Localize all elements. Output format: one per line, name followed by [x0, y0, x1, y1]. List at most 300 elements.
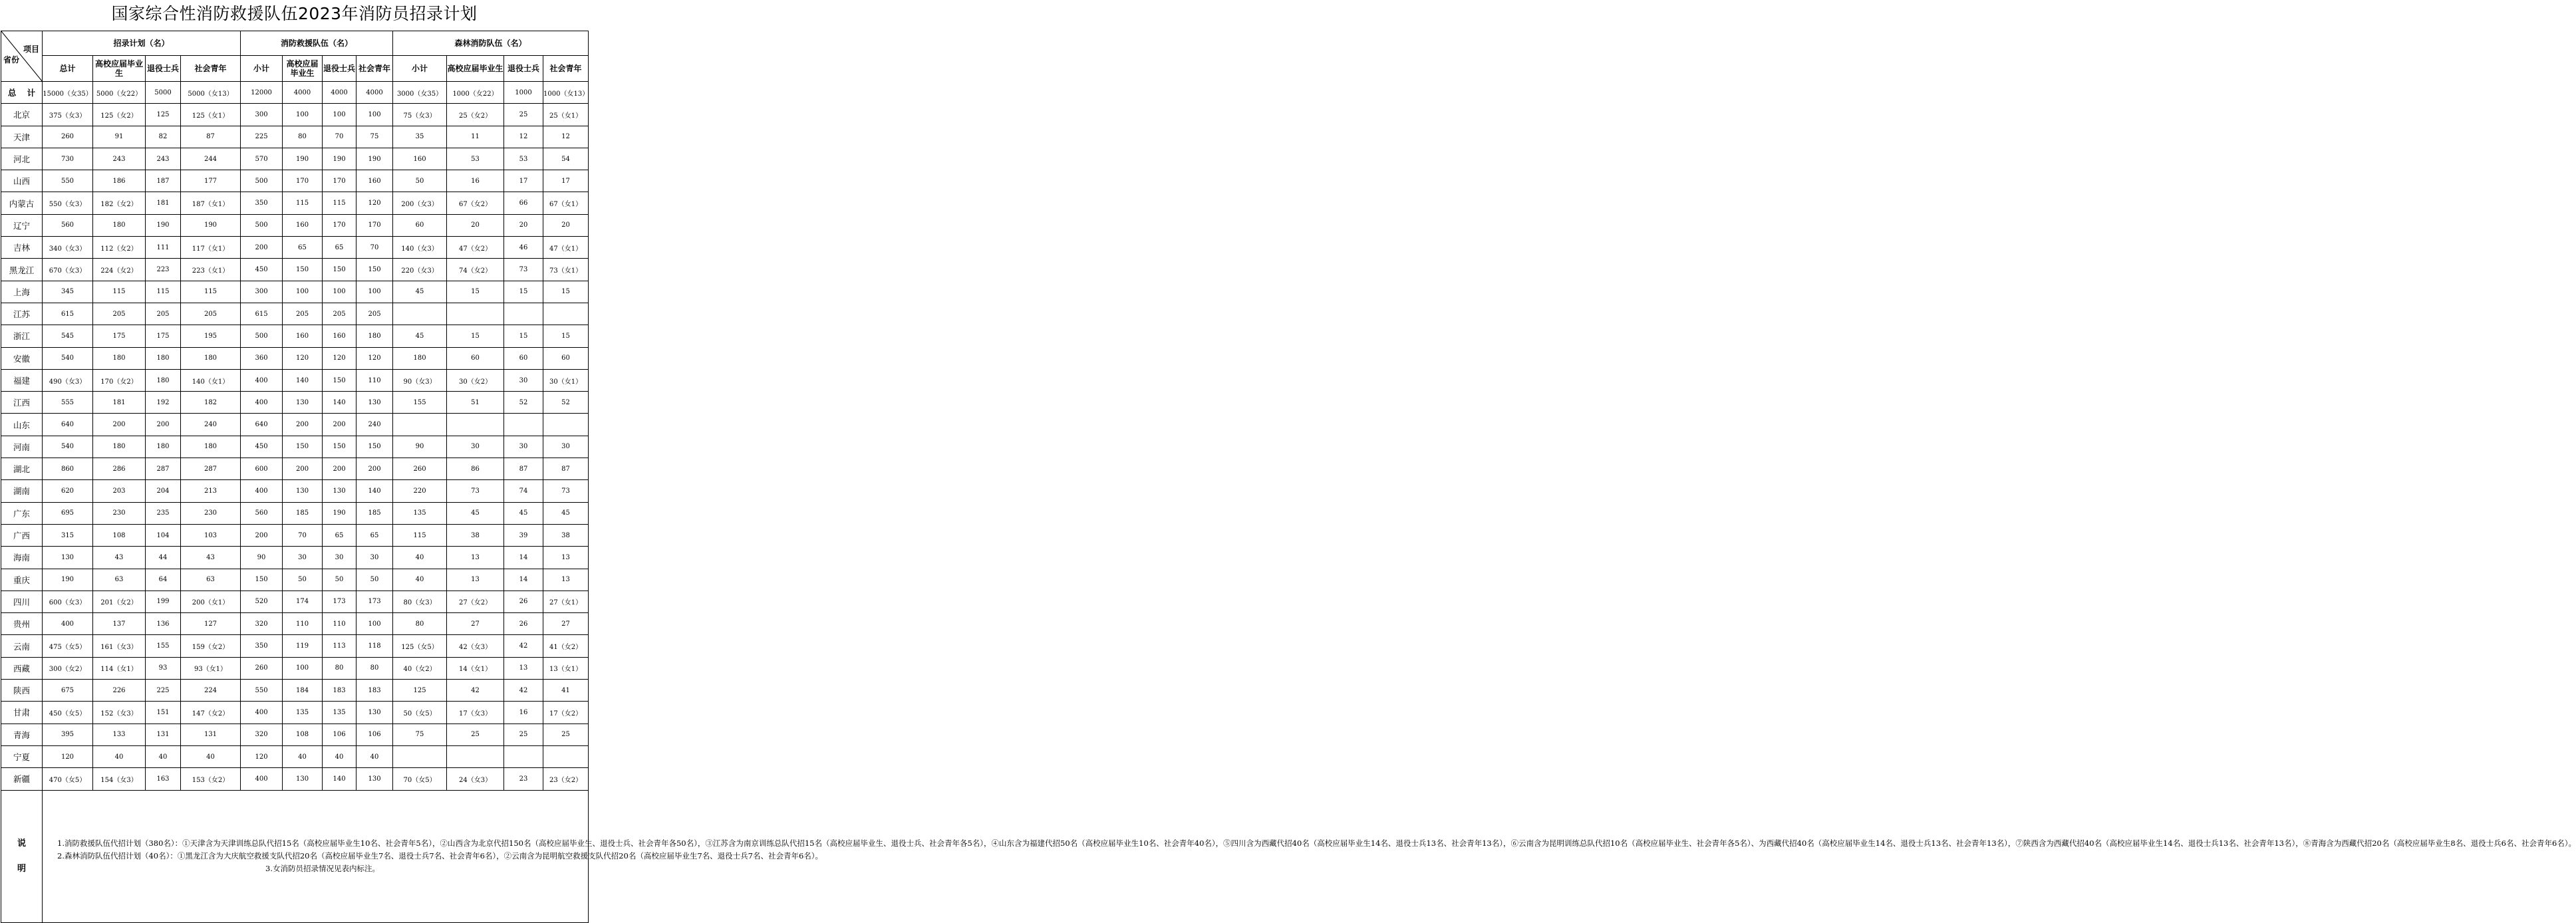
province-name: 江西	[1, 392, 43, 414]
table-cell: 175	[93, 325, 146, 347]
table-cell: 286	[93, 458, 146, 480]
table-cell: 60	[543, 347, 589, 369]
column-header-1: 总计	[43, 56, 93, 82]
table-cell: 40	[93, 745, 146, 767]
table-cell: 64	[146, 569, 181, 591]
table-cell: 173	[323, 591, 357, 612]
table-cell: 161（女3）	[93, 635, 146, 657]
corner-label-item: 项目	[23, 45, 39, 54]
table-cell: 17	[504, 170, 543, 192]
table-cell: 130	[323, 480, 357, 502]
table-cell: 53	[504, 148, 543, 170]
table-cell: 112（女2）	[93, 237, 146, 259]
table-cell: 80	[283, 126, 323, 148]
table-cell: 180	[181, 436, 241, 458]
table-cell: 27	[543, 613, 589, 635]
note-item-2: 2.森林消防队伍代招计划（40名）：①黑龙江含为大庆航空救援支队代招20名（高校应届毕业生7名、退役士兵7名、社会青年6名），②云南含为昆明航空救援支队代招20名（高校应届毕业生7名、退役士兵7名、社会青年6名）。	[57, 851, 823, 860]
table-row	[1, 613, 589, 635]
table-cell: 200	[323, 458, 357, 480]
table-row	[1, 458, 589, 480]
table-cell: 136	[146, 613, 181, 635]
table-cell: 170	[323, 170, 357, 192]
table-cell: 475（女5）	[43, 635, 93, 657]
table-cell: 27（女2）	[447, 591, 504, 612]
table-cell: 555	[43, 392, 93, 414]
table-cell	[504, 745, 543, 767]
table-cell: 150	[357, 436, 393, 458]
table-row	[1, 635, 589, 657]
column-header-3: 退役士兵	[146, 56, 181, 82]
table-cell: 570	[241, 148, 283, 170]
table-cell: 73	[543, 480, 589, 502]
province-name: 黑龙江	[1, 259, 43, 281]
table-cell: 159（女2）	[181, 635, 241, 657]
table-cell: 75（女3）	[393, 104, 447, 126]
table-cell: 360	[241, 347, 283, 369]
table-cell: 13	[504, 657, 543, 679]
table-cell: 244	[181, 148, 241, 170]
table-cell: 120	[323, 347, 357, 369]
table-cell: 73（女1）	[543, 259, 589, 281]
table-cell: 35	[393, 126, 447, 148]
table-cell: 450	[241, 436, 283, 458]
table-cell: 75	[357, 126, 393, 148]
table-cell: 160	[393, 148, 447, 170]
table-cell: 43	[181, 547, 241, 569]
table-cell: 16	[447, 170, 504, 192]
table-cell: 60	[504, 347, 543, 369]
table-cell: 100	[283, 657, 323, 679]
column-header-6: 高校应届毕业生	[283, 56, 323, 82]
table-cell: 50（女5）	[393, 702, 447, 724]
table-cell: 73	[504, 259, 543, 281]
table-cell: 40	[393, 569, 447, 591]
table-cell: 184	[283, 680, 323, 702]
table-cell: 103	[181, 524, 241, 546]
table-cell: 15	[447, 281, 504, 303]
table-cell: 100	[357, 281, 393, 303]
table-cell: 50	[283, 569, 323, 591]
table-row	[1, 281, 589, 303]
table-cell: 670（女3）	[43, 259, 93, 281]
table-cell: 550	[43, 170, 93, 192]
notes-label-char-1: 说	[17, 838, 26, 849]
table-cell: 38	[543, 524, 589, 546]
table-cell	[543, 303, 589, 325]
table-cell: 110	[283, 613, 323, 635]
table-cell: 82	[146, 126, 181, 148]
table-cell: 182（女2）	[93, 192, 146, 214]
table-cell: 86	[447, 458, 504, 480]
province-name: 广西	[1, 524, 43, 546]
province-name: 北京	[1, 104, 43, 126]
table-cell: 15	[504, 281, 543, 303]
table-cell: 40（女2）	[393, 657, 447, 679]
table-cell: 243	[93, 148, 146, 170]
table-cell: 42	[504, 635, 543, 657]
table-cell: 187	[146, 170, 181, 192]
table-cell: 120	[43, 745, 93, 767]
column-header-row	[1, 56, 589, 82]
table-cell: 400	[241, 480, 283, 502]
column-header-10: 高校应届毕业生	[447, 56, 504, 82]
table-cell: 192	[146, 392, 181, 414]
table-cell: 41	[543, 680, 589, 702]
table-cell: 4000	[283, 82, 323, 104]
province-name: 河北	[1, 148, 43, 170]
table-cell: 63	[181, 569, 241, 591]
table-cell: 190	[181, 214, 241, 236]
table-cell: 180	[93, 347, 146, 369]
table-cell: 190	[323, 148, 357, 170]
table-cell: 100	[283, 104, 323, 126]
table-cell: 182	[181, 392, 241, 414]
table-row	[1, 436, 589, 458]
table-cell: 12000	[241, 82, 283, 104]
table-cell: 240	[357, 414, 393, 436]
table-cell: 45	[393, 325, 447, 347]
table-cell: 100	[357, 613, 393, 635]
notes-label-char-2: 明	[17, 863, 26, 874]
table-cell: 54	[543, 148, 589, 170]
table-cell: 125	[146, 104, 181, 126]
table-cell: 40	[357, 745, 393, 767]
table-cell	[447, 303, 504, 325]
table-cell: 90	[241, 547, 283, 569]
table-cell: 130	[357, 768, 393, 790]
table-cell: 73	[447, 480, 504, 502]
table-cell: 180	[357, 325, 393, 347]
table-cell: 160	[357, 170, 393, 192]
table-cell: 205	[323, 303, 357, 325]
table-cell: 104	[146, 524, 181, 546]
table-cell	[543, 414, 589, 436]
table-row	[1, 325, 589, 347]
table-row	[1, 347, 589, 369]
table-cell: 173	[357, 591, 393, 612]
table-cell: 65	[283, 237, 323, 259]
table-cell: 120	[357, 347, 393, 369]
table-cell: 160	[323, 325, 357, 347]
table-cell: 150	[323, 436, 357, 458]
table-cell: 108	[283, 724, 323, 745]
table-cell: 50	[323, 569, 357, 591]
table-cell: 114（女1）	[93, 657, 146, 679]
table-cell: 45	[447, 502, 504, 524]
table-cell: 550	[241, 680, 283, 702]
table-cell: 320	[241, 724, 283, 745]
table-cell: 30	[357, 547, 393, 569]
table-cell: 160	[283, 325, 323, 347]
table-row	[1, 104, 589, 126]
table-cell: 150	[283, 436, 323, 458]
province-name: 内蒙古	[1, 192, 43, 214]
province-name: 西藏	[1, 657, 43, 679]
table-cell: 150	[357, 259, 393, 281]
table-cell: 375（女3）	[43, 104, 93, 126]
table-cell: 5000（女13）	[181, 82, 241, 104]
column-header-12: 社会青年	[543, 56, 589, 82]
table-cell: 205	[283, 303, 323, 325]
province-name: 上海	[1, 281, 43, 303]
province-name: 宁夏	[1, 745, 43, 767]
table-cell: 42	[447, 680, 504, 702]
table-cell: 130	[283, 480, 323, 502]
table-row	[1, 237, 589, 259]
table-cell: 640	[241, 414, 283, 436]
table-cell: 108	[93, 524, 146, 546]
table-cell: 26	[504, 613, 543, 635]
table-cell: 30	[504, 369, 543, 391]
table-row	[1, 524, 589, 546]
table-cell: 13	[543, 547, 589, 569]
table-cell: 65	[357, 524, 393, 546]
table-cell: 287	[146, 458, 181, 480]
table-cell: 540	[43, 347, 93, 369]
table-cell: 40	[283, 745, 323, 767]
table-cell: 490（女3）	[43, 369, 93, 391]
table-cell: 155	[146, 635, 181, 657]
table-cell: 180	[146, 347, 181, 369]
table-cell: 500	[241, 325, 283, 347]
table-cell: 125（女5）	[393, 635, 447, 657]
table-cell: 30	[323, 547, 357, 569]
table-row	[1, 480, 589, 502]
table-cell: 65	[323, 524, 357, 546]
table-cell: 3000（女35）	[393, 82, 447, 104]
table-cell: 200	[241, 237, 283, 259]
header-corner-cell	[1, 31, 43, 82]
table-cell: 70	[323, 126, 357, 148]
table-cell: 110	[357, 369, 393, 391]
table-cell: 615	[43, 303, 93, 325]
table-row	[1, 657, 589, 679]
table-cell	[393, 414, 447, 436]
table-cell: 180	[93, 214, 146, 236]
table-cell: 115	[323, 192, 357, 214]
table-cell: 5000	[146, 82, 181, 104]
table-cell: 38	[447, 524, 504, 546]
table-row	[1, 259, 589, 281]
table-cell: 39	[504, 524, 543, 546]
table-cell: 90（女3）	[393, 369, 447, 391]
table-cell: 13	[447, 569, 504, 591]
table-cell: 30	[504, 436, 543, 458]
province-name: 安徽	[1, 347, 43, 369]
table-cell: 230	[93, 502, 146, 524]
table-cell: 30（女1）	[543, 369, 589, 391]
table-row	[1, 214, 589, 236]
table-cell: 500	[241, 170, 283, 192]
table-cell: 4000	[323, 82, 357, 104]
table-cell: 80	[357, 657, 393, 679]
table-cell: 53	[447, 148, 504, 170]
column-header-8: 社会青年	[357, 56, 393, 82]
table-cell: 15	[447, 325, 504, 347]
table-cell: 200	[241, 524, 283, 546]
notes-content	[43, 790, 2576, 922]
table-cell: 14	[504, 547, 543, 569]
table-cell: 65	[323, 237, 357, 259]
table-cell: 170（女2）	[93, 369, 146, 391]
table-cell: 450	[241, 259, 283, 281]
province-name: 湖北	[1, 458, 43, 480]
table-cell: 200	[357, 458, 393, 480]
table-cell: 115	[146, 281, 181, 303]
table-row	[1, 702, 589, 724]
table-cell: 47（女2）	[447, 237, 504, 259]
table-cell: 200	[283, 414, 323, 436]
table-cell: 67（女1）	[543, 192, 589, 214]
table-cell: 23（女2）	[543, 768, 589, 790]
table-cell: 23	[504, 768, 543, 790]
table-cell: 93	[146, 657, 181, 679]
table-row	[1, 502, 589, 524]
table-cell: 560	[241, 502, 283, 524]
table-cell: 52	[504, 392, 543, 414]
table-cell: 150	[241, 569, 283, 591]
table-cell: 615	[241, 303, 283, 325]
table-cell: 200	[283, 458, 323, 480]
table-cell: 20	[447, 214, 504, 236]
table-cell: 1000	[504, 82, 543, 104]
table-cell: 45	[504, 502, 543, 524]
table-cell: 140	[323, 768, 357, 790]
table-row	[1, 369, 589, 391]
table-cell: 130	[357, 702, 393, 724]
column-header-2: 高校应届毕业生	[93, 56, 146, 82]
table-cell: 151	[146, 702, 181, 724]
table-cell: 260	[43, 126, 93, 148]
table-cell: 1000（女13）	[543, 82, 589, 104]
table-cell: 350	[241, 635, 283, 657]
table-cell: 87	[504, 458, 543, 480]
table-cell: 395	[43, 724, 93, 745]
table-cell: 70	[357, 237, 393, 259]
table-cell: 117（女1）	[181, 237, 241, 259]
table-cell: 205	[357, 303, 393, 325]
table-cell: 30	[283, 547, 323, 569]
table-cell: 119	[283, 635, 323, 657]
column-header-11: 退役士兵	[504, 56, 543, 82]
table-cell: 185	[357, 502, 393, 524]
table-cell: 91	[93, 126, 146, 148]
table-cell: 115	[93, 281, 146, 303]
table-cell: 180	[181, 347, 241, 369]
table-cell: 190	[357, 148, 393, 170]
table-cell: 30	[447, 436, 504, 458]
table-cell: 125（女1）	[181, 104, 241, 126]
table-row	[1, 724, 589, 745]
table-cell: 137	[93, 613, 146, 635]
table-cell: 224	[181, 680, 241, 702]
table-row	[1, 547, 589, 569]
table-cell: 180	[146, 369, 181, 391]
column-header-4: 社会青年	[181, 56, 241, 82]
table-cell: 174	[283, 591, 323, 612]
table-cell: 140	[283, 369, 323, 391]
table-cell: 287	[181, 458, 241, 480]
table-cell: 74（女2）	[447, 259, 504, 281]
table-row	[1, 745, 589, 767]
table-cell: 120	[357, 192, 393, 214]
table-cell: 90	[393, 436, 447, 458]
province-name: 总 计	[1, 82, 43, 104]
table-row	[1, 82, 589, 104]
table-cell: 675	[43, 680, 93, 702]
province-name: 云南	[1, 635, 43, 657]
table-cell: 120	[241, 745, 283, 767]
province-name: 吉林	[1, 237, 43, 259]
table-cell: 154（女3）	[93, 768, 146, 790]
table-cell	[543, 745, 589, 767]
province-name: 河南	[1, 436, 43, 458]
table-cell: 135	[283, 702, 323, 724]
table-cell: 205	[146, 303, 181, 325]
table-cell: 140	[323, 392, 357, 414]
table-cell: 400	[241, 392, 283, 414]
table-cell: 205	[181, 303, 241, 325]
table-cell: 80	[323, 657, 357, 679]
table-cell: 560	[43, 214, 93, 236]
table-cell: 183	[357, 680, 393, 702]
table-cell: 300	[241, 281, 283, 303]
table-cell: 131	[146, 724, 181, 745]
province-name: 山西	[1, 170, 43, 192]
table-cell: 67（女2）	[447, 192, 504, 214]
table-cell: 70（女5）	[393, 768, 447, 790]
province-name: 浙江	[1, 325, 43, 347]
table-row	[1, 569, 589, 591]
table-cell: 620	[43, 480, 93, 502]
note-item-3: 3.女消防员招录情况见表内标注。	[265, 864, 380, 873]
table-cell: 30（女2）	[447, 369, 504, 391]
table-cell: 860	[43, 458, 93, 480]
table-cell: 45	[393, 281, 447, 303]
table-row	[1, 192, 589, 214]
table-cell: 110	[323, 613, 357, 635]
table-cell: 183	[323, 680, 357, 702]
province-name: 陕西	[1, 680, 43, 702]
table-cell: 155	[393, 392, 447, 414]
table-cell: 25	[543, 724, 589, 745]
table-cell: 40	[146, 745, 181, 767]
table-cell: 545	[43, 325, 93, 347]
table-cell: 203	[93, 480, 146, 502]
table-cell	[393, 303, 447, 325]
table-cell: 26	[504, 591, 543, 612]
table-row	[1, 768, 589, 790]
table-cell: 213	[181, 480, 241, 502]
table-cell: 44	[146, 547, 181, 569]
table-cell: 25（女1）	[543, 104, 589, 126]
table-cell: 25（女2）	[447, 104, 504, 126]
table-cell: 152（女3）	[93, 702, 146, 724]
province-name: 新疆	[1, 768, 43, 790]
table-cell: 47（女1）	[543, 237, 589, 259]
table-row	[1, 680, 589, 702]
table-cell: 52	[543, 392, 589, 414]
table-cell: 177	[181, 170, 241, 192]
table-cell: 40	[323, 745, 357, 767]
table-cell: 190	[43, 569, 93, 591]
province-name: 江苏	[1, 303, 43, 325]
table-cell: 40	[393, 547, 447, 569]
table-cell: 15	[543, 281, 589, 303]
table-cell: 140（女1）	[181, 369, 241, 391]
table-cell: 190	[146, 214, 181, 236]
note-item-1: 1.消防救援队伍代招计划（380名）：①天津含为天津训练总队代招15名（高校应届毕业生10名、社会青年5名），②山西含为北京代招150名（高校应届毕业生、退役士兵、社会青年各50名），③江苏含为南京训练总队代招15名（高校应届毕业生、退役士兵、社会青年各5名），④山东含为福建代招50名（高校应届毕业生10名、社会青年40名），⑤四川含为西藏代招40名（高校应届毕业生14名、退役士兵13名、社会青年13名），⑥云南含为昆明训练总队代招10名（高校应届毕业生、社会青年各5名）、为西藏代招40名（高校应届毕业生14名、退役士兵13名、社会青年13名），⑦陕西含为西藏代招40名（高校应届毕业生14名、退役士兵13名、社会青年13名），⑧青海含为西藏代招20名（高校应届毕业生8名、退役士兵6名、社会青年6名）。	[57, 839, 2576, 848]
